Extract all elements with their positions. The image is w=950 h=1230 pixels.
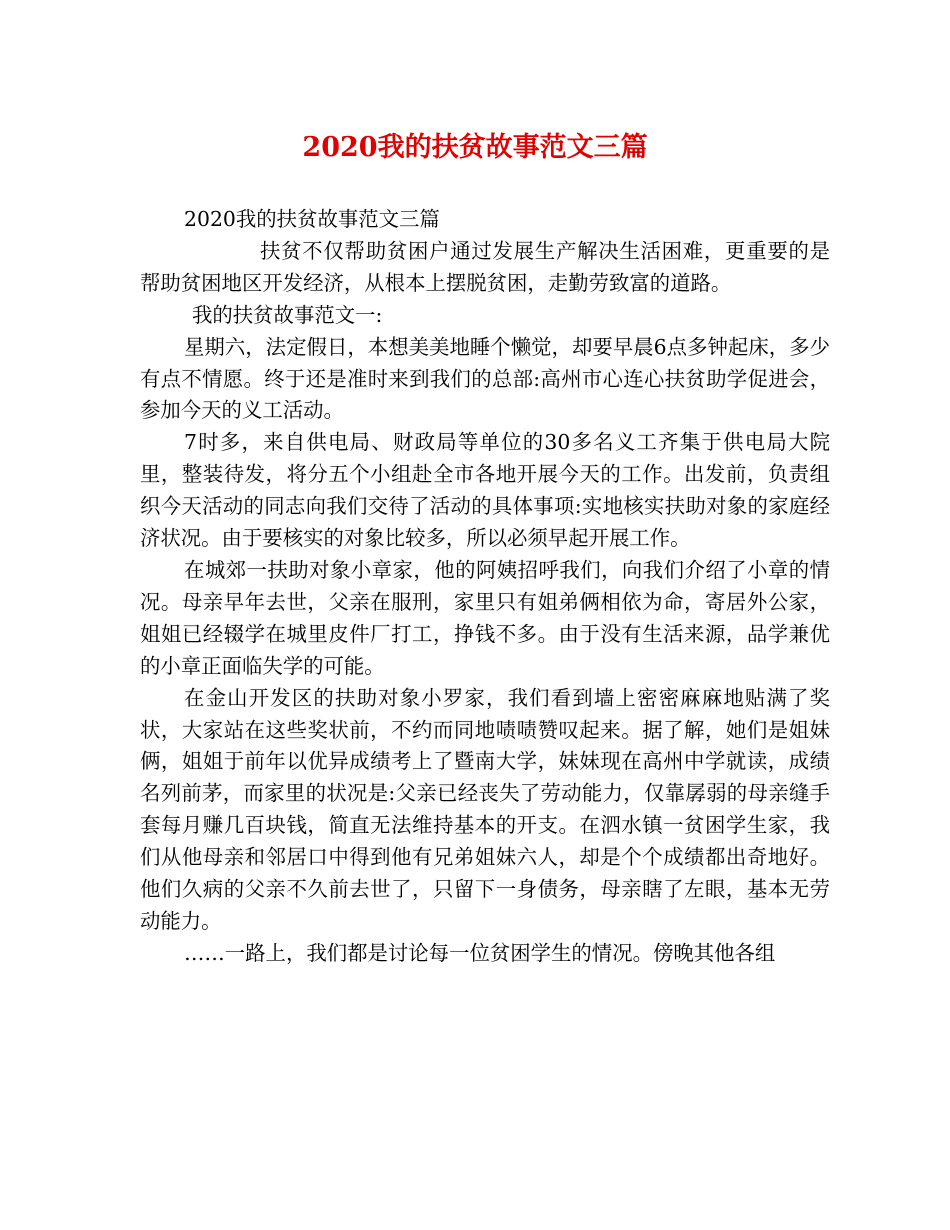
- paragraph: 7时多，来自供电局、财政局等单位的30多名义工齐集于供电局大院里，整装待发，将分五个小组赴全市各地开展今天的工作。出发前，负责组织今天活动的同志向我们交待了活动的具体事项:实地核实扶助对象的家庭经济状况。由于要核实的对象比较多，所以必须早起开展工作。: [140, 430, 830, 551]
- document-title: 2020我的扶贫故事范文三篇: [302, 132, 648, 163]
- paragraph: 在金山开发区的扶助对象小罗家，我们看到墙上密密麻麻地贴满了奖状，大家站在这些奖状前，不约而同地啧啧赞叹起来。据了解，她们是姐妹俩，姐姐于前年以优异成绩考上了暨南大学，妹妹现在高州中学就读，成绩名列前茅，而家里的状况是:父亲已经丧失了劳动能力，仅靠孱弱的母亲缝手套每月赚几百块钱，简直无法维持基本的开支。在泗水镇一贫困学生家，我们从他母亲和邻居口中得到他有兄弟姐妹六人，却是个个成绩都出奇地好。他们久病的父亲不久前去世了，只留下一身债务，母亲瞎了左眼，基本无劳动能力。: [140, 685, 830, 933]
- document-subtitle: 2020我的扶贫故事范文三篇: [184, 207, 440, 231]
- paragraph: ……一路上，我们都是讨论每一位贫困学生的情况。傍晚其他各组: [184, 940, 776, 965]
- section-heading: 我的扶贫故事范文一:: [192, 302, 383, 327]
- paragraph: 星期六，法定假日，本想美美地睡个懒觉，却要早晨6点多钟起床，多少有点不情愿。终于还是准时来到我们的总部:高州市心连心扶贫助学促进会，参加今天的义工活动。: [140, 334, 830, 423]
- paragraph: 在城郊一扶助对象小章家，他的阿姨招呼我们，向我们介绍了小章的情况。母亲早年去世，父亲在服刑，家里只有姐弟俩相依为命，寄居外公家，姐姐已经辍学在城里皮件厂打工，挣钱不多。由于没有生活来源，品学兼优的小章正面临失学的可能。: [140, 557, 830, 678]
- document-body: [140, 204, 830, 970]
- intro-paragraph: 扶贫不仅帮助贫困户通过发展生产解决生活困难，更重要的是帮助贫困地区开发经济，从根本上摆脱贫困，走勤劳致富的道路。: [140, 238, 830, 295]
